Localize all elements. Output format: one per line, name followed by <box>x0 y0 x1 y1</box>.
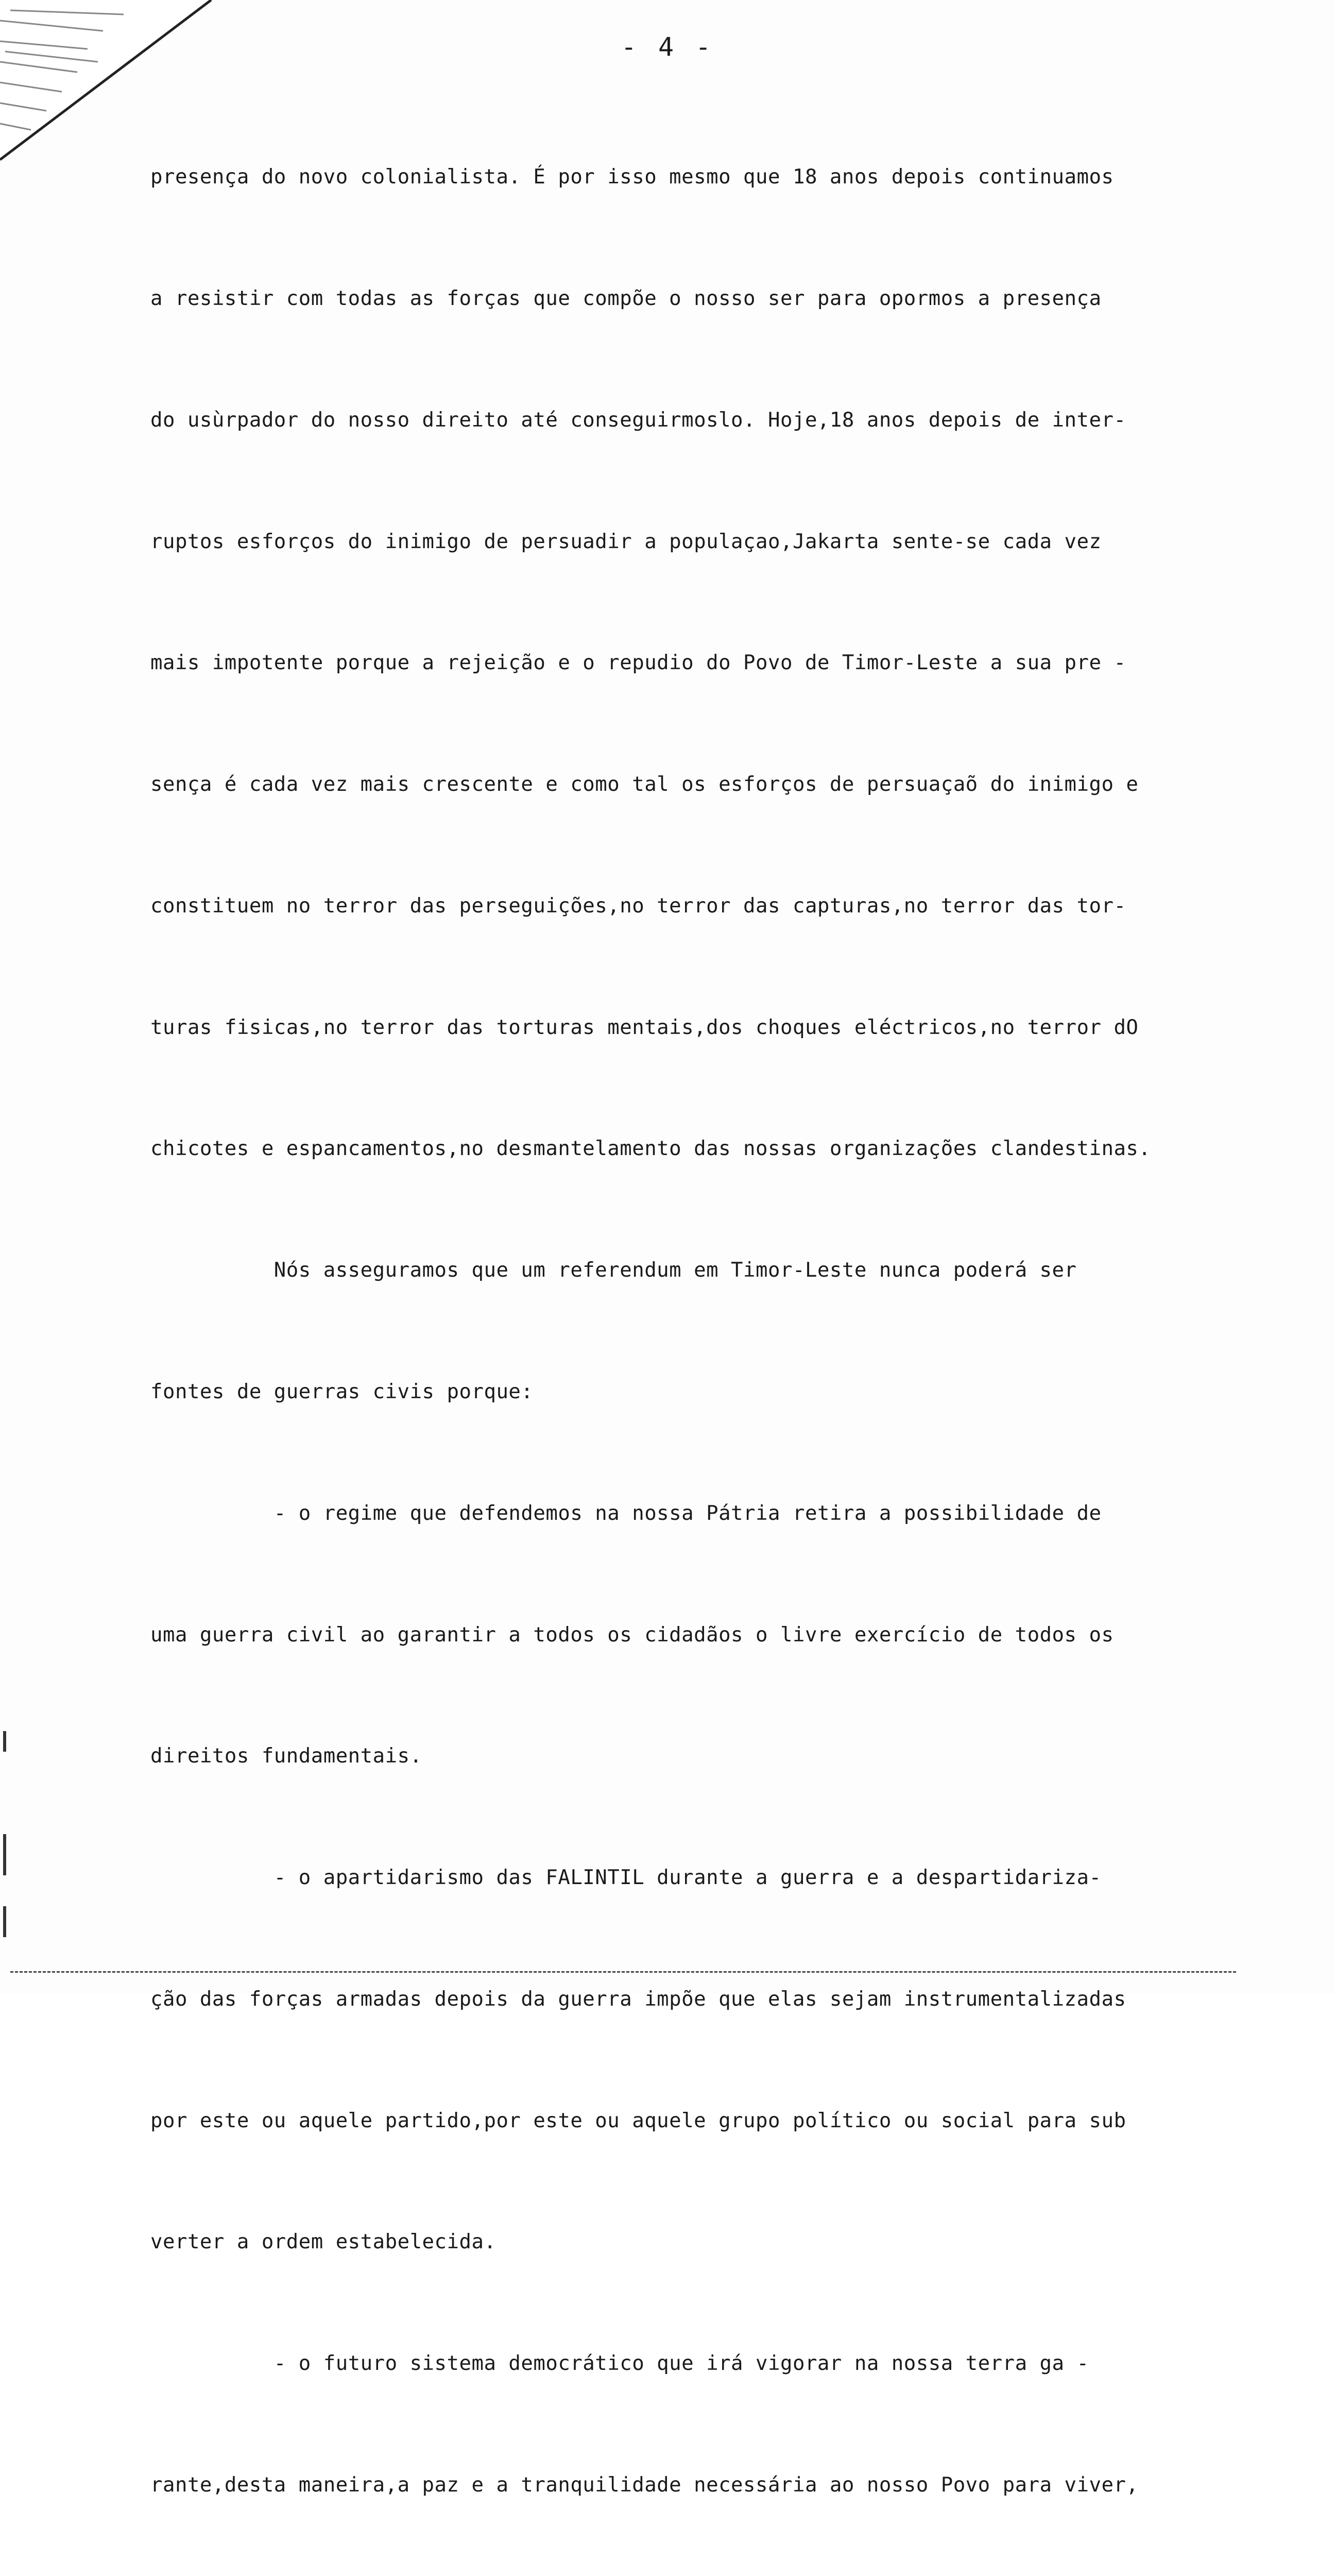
text-line: uma guerra civil ao garantir a todos os cidadãos o livre exercício de todos os <box>150 1623 1114 1647</box>
text-line: a resistir com todas as forças que compõe o nosso ser para opormos a presença <box>150 286 1102 310</box>
text-line: mais impotente porque a rejeição e o repudio do Povo de Timor-Leste a sua pre - <box>150 651 1126 675</box>
text-line: fontes de guerras civis porque: <box>150 1380 534 1403</box>
text-line: - o futuro sistema democrático que irá vigorar na nossa terra ga - <box>150 2352 1089 2376</box>
text-line: constituem no terror das perseguições,no terror das capturas,no terror das tor- <box>150 894 1126 918</box>
text-line: por este ou aquele partido,por este ou aquele grupo político ou social para sub <box>150 2109 1126 2132</box>
scan-bottom-edge <box>10 1971 1236 1973</box>
document-body <box>150 76 1263 2576</box>
text-line: ção das forças armadas depois da guerra impõe que elas sejam instrumentalizadas <box>150 1987 1126 2011</box>
text-line: ruptos esforços do inimigo de persuadir a populaçao,Jakarta sente-se cada vez <box>150 530 1102 553</box>
text-line: chicotes e espancamentos,no desmantelamento das nossas organizações clandestinas. <box>150 1137 1151 1161</box>
text-line: presença do novo colonialista. É por isso mesmo que 18 anos depois continuamos <box>150 165 1114 189</box>
page-number: - 4 - <box>621 32 714 62</box>
text-line: direitos fundamentais. <box>150 1744 422 1768</box>
text-line: rante,desta maneira,a paz e a tranquilidade necessária ao nosso Povo para viver, <box>150 2473 1139 2497</box>
scan-margin-mark <box>3 1834 6 1875</box>
text-line: do usùrpador do nosso direito até conseguirmoslo. Hoje,18 anos depois de inter- <box>150 408 1126 432</box>
scan-margin-mark <box>3 1731 6 1752</box>
text-line: Nós asseguramos que um referendum em Timor-Leste nunca poderá ser <box>150 1259 1077 1282</box>
text-line: sença é cada vez mais crescente e como tal os esforços de persuaçaõ do inimigo e <box>150 773 1139 796</box>
text-line: turas fisicas,no terror das torturas mentais,dos choques eléctricos,no terror dO <box>150 1015 1139 1039</box>
text-line: verter a ordem estabelecida. <box>150 2230 497 2254</box>
scan-margin-mark <box>3 1906 6 1937</box>
text-line: - o apartidarismo das FALINTIL durante a guerra e a despartidariza- <box>150 1866 1102 1890</box>
text-line: - o regime que defendemos na nossa Pátria retira a possibilidade de <box>150 1501 1102 1525</box>
